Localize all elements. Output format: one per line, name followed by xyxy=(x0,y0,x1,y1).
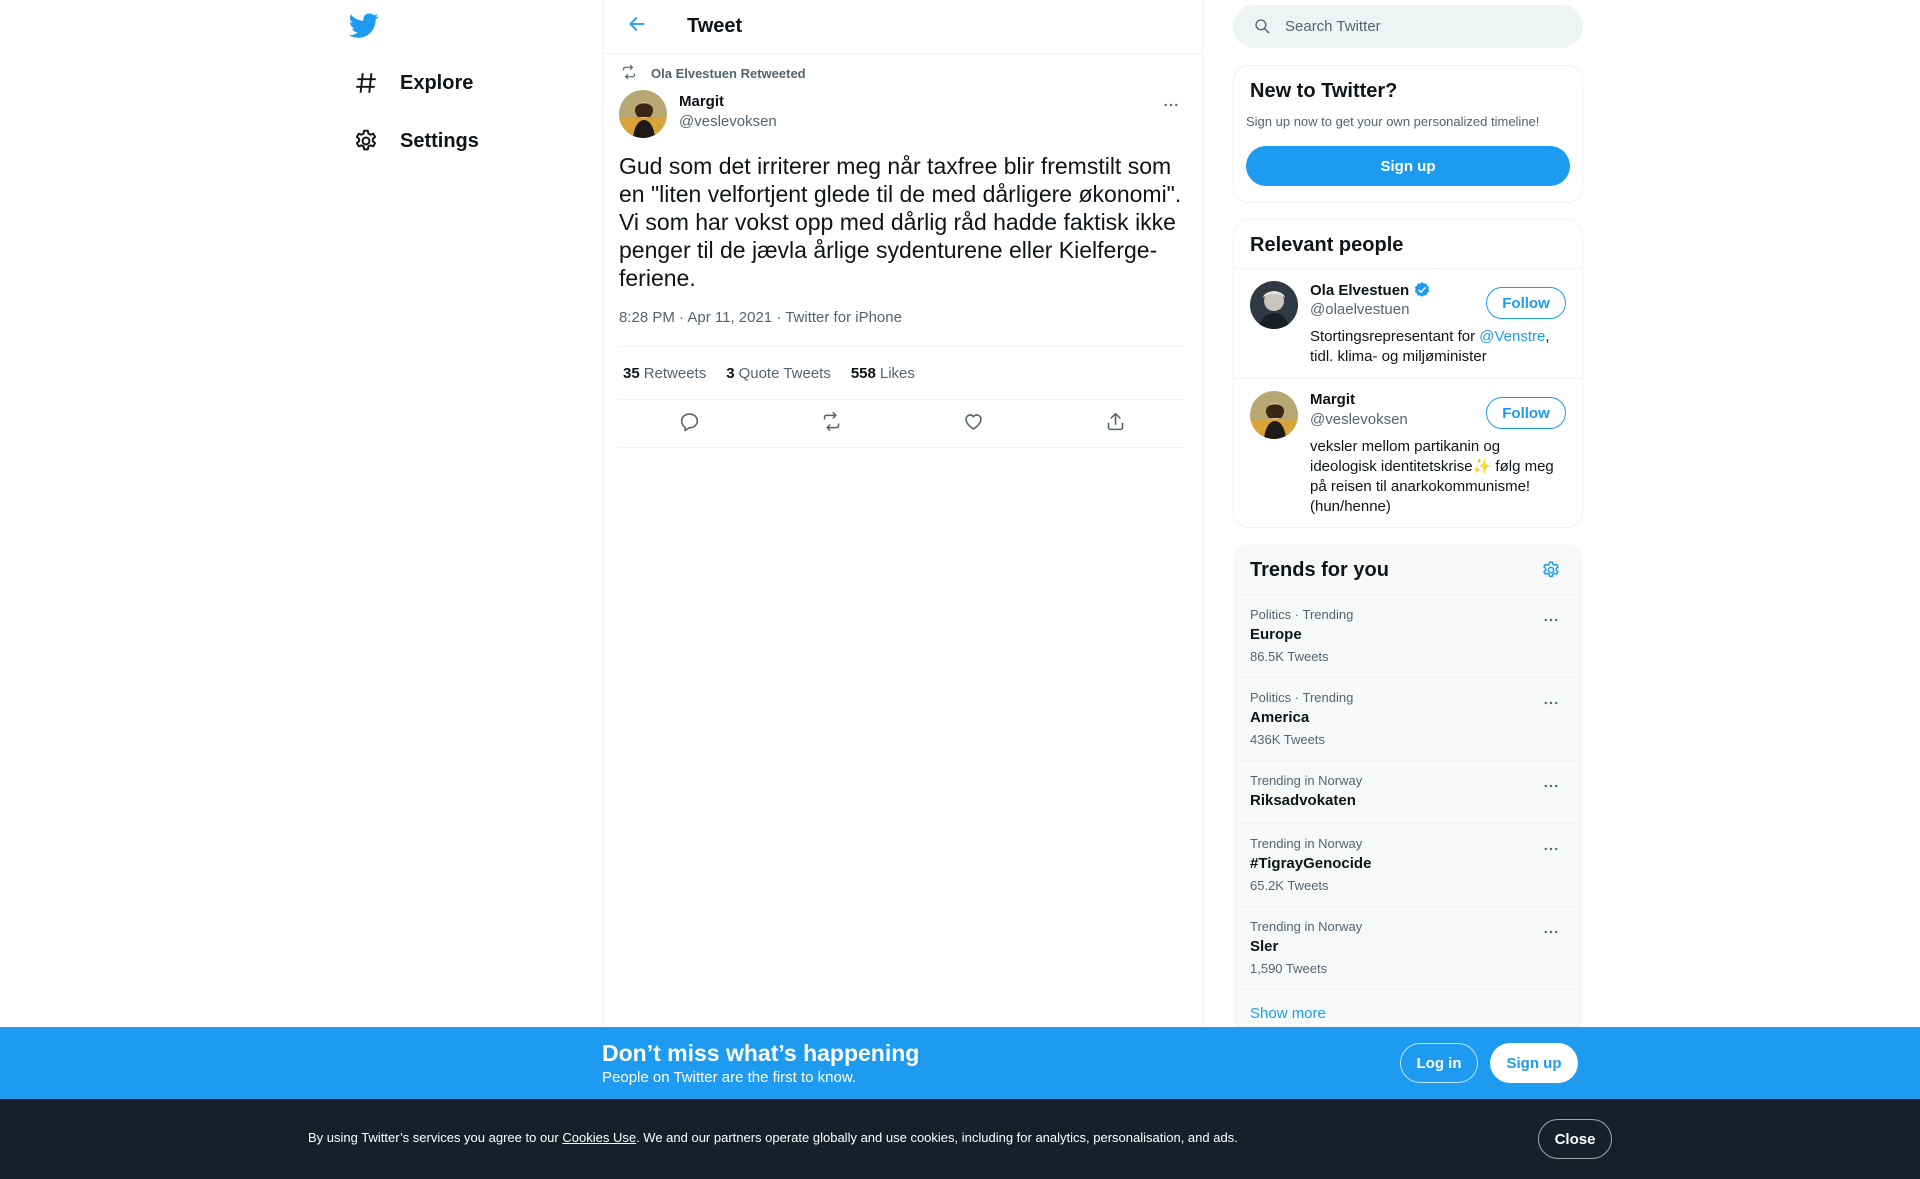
search-box[interactable] xyxy=(1233,5,1583,48)
social-context-label: Ola Elvestuen Retweeted xyxy=(651,65,806,81)
trend-item[interactable] xyxy=(1234,677,1582,760)
trend-name: Riksadvokaten xyxy=(1250,792,1356,809)
likes-count: 558 xyxy=(850,364,876,382)
quotes-label: Quote Tweets xyxy=(738,364,831,382)
nav-settings-label: Settings xyxy=(400,129,479,152)
show-more-link[interactable]: Show more xyxy=(1250,1005,1326,1022)
nav-settings[interactable] xyxy=(344,115,487,167)
gear-icon xyxy=(1541,560,1561,585)
trend-context: Trending in Norway xyxy=(1250,773,1363,788)
reply-icon xyxy=(679,411,700,437)
more-dots-icon[interactable] xyxy=(1536,917,1566,947)
person-handle: @olaelvestuen xyxy=(1310,301,1410,318)
relevant-people-title: Relevant people xyxy=(1250,234,1404,256)
retweet-button[interactable] xyxy=(813,405,851,443)
retweets-count: 35 xyxy=(623,364,640,382)
trend-context: Trending in Norway xyxy=(1250,836,1363,851)
nav-explore-label: Explore xyxy=(400,71,474,94)
gear-icon xyxy=(352,127,380,155)
bio-text: Stortingsrepresentant for xyxy=(1310,328,1480,345)
tweet-header xyxy=(603,0,1202,54)
signup-banner xyxy=(0,1027,1920,1099)
more-dots-icon xyxy=(1162,96,1180,119)
cookies-use-link[interactable]: Cookies Use xyxy=(562,1130,637,1145)
cookie-text xyxy=(308,1130,1238,1145)
banner-title: Don’t miss what’s happening xyxy=(602,1040,920,1066)
more-dots-icon[interactable] xyxy=(1536,688,1566,718)
twitter-bird-icon[interactable] xyxy=(349,10,389,42)
trend-count: 86.5K Tweets xyxy=(1250,649,1329,664)
signup-button[interactable]: Sign up xyxy=(1490,1043,1578,1083)
trends-settings-button[interactable] xyxy=(1536,557,1566,587)
more-dots-icon[interactable] xyxy=(1536,605,1566,635)
hashtag-icon xyxy=(352,69,380,97)
trend-context: Politics · Trending xyxy=(1250,607,1354,622)
share-button[interactable] xyxy=(1096,405,1134,443)
reply-button[interactable] xyxy=(671,405,709,443)
page-title: Tweet xyxy=(687,15,743,37)
search-input[interactable] xyxy=(1285,18,1545,35)
quotes-count: 3 xyxy=(726,364,735,382)
trend-count: 436K Tweets xyxy=(1250,732,1325,747)
retweets-label: Retweets xyxy=(643,364,707,382)
login-button[interactable]: Log in xyxy=(1400,1043,1478,1083)
person-ola-elvestuen[interactable] xyxy=(1234,269,1582,379)
retweet-icon xyxy=(621,64,639,82)
nav-explore[interactable] xyxy=(344,57,481,109)
author-handle[interactable]: @veslevoksen xyxy=(679,113,777,130)
new-to-twitter-card xyxy=(1233,65,1583,203)
trend-name: Sler xyxy=(1250,938,1279,955)
follow-button[interactable]: Follow xyxy=(1486,397,1566,429)
likes-label: Likes xyxy=(879,364,915,382)
cookie-close-button[interactable]: Close xyxy=(1538,1119,1612,1159)
arrow-left-icon xyxy=(627,14,647,39)
tweet-text: Gud som det irriterer meg når taxfree blir fremstilt som en "liten velfortjent glede til de med dårligere økonomi". Vi som har vokst opp med dårlig råd hadde faktisk ikke penger til de jævla årlige sydenturene eller Kielferge-feriene. xyxy=(619,153,1182,291)
follow-button[interactable]: Follow xyxy=(1486,287,1566,319)
retweets-stat[interactable] xyxy=(623,365,706,382)
trend-item[interactable] xyxy=(1234,760,1582,823)
bio-mention-link[interactable]: @Venstre xyxy=(1479,328,1546,345)
person-bio: veksler mellom partikanin og ideologisk identitetskrise✨ følg meg på reisen til anarkokommunisme! (hun/henne) xyxy=(1310,438,1554,515)
more-dots-icon[interactable] xyxy=(1536,771,1566,801)
share-icon xyxy=(1105,411,1126,437)
avatar[interactable] xyxy=(1250,281,1298,329)
new-to-twitter-subtitle: Sign up now to get your own personalized timeline! xyxy=(1246,114,1540,129)
bio-text: , tidl. klima- og miljøminister xyxy=(1310,328,1550,365)
trends-card xyxy=(1233,544,1583,1034)
banner-subtitle: People on Twitter are the first to know. xyxy=(602,1069,857,1086)
person-bio xyxy=(1310,327,1560,367)
trend-count: 1,590 Tweets xyxy=(1250,961,1328,976)
tweet-author xyxy=(619,90,1186,140)
more-dots-icon[interactable] xyxy=(1536,834,1566,864)
avatar[interactable] xyxy=(1250,391,1298,439)
person-name-text: Ola Elvestuen xyxy=(1310,281,1410,299)
sidebar-signup-button[interactable]: Sign up xyxy=(1246,146,1570,186)
trend-item[interactable] xyxy=(1234,594,1582,677)
trends-title: Trends for you xyxy=(1250,559,1389,581)
trend-item[interactable] xyxy=(1234,906,1582,989)
tweet-stats xyxy=(619,346,1186,400)
tweet-timestamp[interactable]: 8:28 PM · Apr 11, 2021 xyxy=(619,309,773,326)
trend-count: 65.2K Tweets xyxy=(1250,878,1329,893)
search-icon xyxy=(1253,17,1273,37)
meta-separator: · xyxy=(772,309,786,326)
person-name: Margit xyxy=(1310,391,1355,408)
trend-context: Politics · Trending xyxy=(1250,690,1354,705)
quote-tweets-stat[interactable] xyxy=(726,365,831,382)
person-name xyxy=(1310,281,1431,299)
likes-stat[interactable] xyxy=(851,365,915,382)
tweet-column xyxy=(602,0,1203,1179)
tweet-source[interactable]: Twitter for iPhone xyxy=(785,309,902,326)
more-button[interactable] xyxy=(1156,92,1186,122)
tweet-actions xyxy=(619,400,1186,448)
person-handle: @veslevoksen xyxy=(1310,411,1408,428)
retweet-icon xyxy=(821,411,842,437)
trend-name: #TigrayGenocide xyxy=(1250,855,1372,872)
social-context[interactable] xyxy=(619,64,806,82)
trend-name: Europe xyxy=(1250,626,1302,643)
cookie-text-before: By using Twitter’s services you agree to our xyxy=(308,1130,563,1145)
back-button[interactable] xyxy=(619,9,655,45)
person-margit[interactable] xyxy=(1234,379,1582,529)
trend-context: Trending in Norway xyxy=(1250,919,1363,934)
new-to-twitter-title: New to Twitter? xyxy=(1250,80,1398,102)
trend-item[interactable] xyxy=(1234,823,1582,906)
avatar[interactable] xyxy=(619,90,667,138)
cookie-bar xyxy=(0,1099,1920,1179)
author-name[interactable]: Margit xyxy=(679,93,724,110)
like-button[interactable] xyxy=(954,405,992,443)
relevant-people-card xyxy=(1233,219,1583,528)
trend-name: America xyxy=(1250,709,1310,726)
cookie-text-after: . We and our partners operate globally and use cookies, including for analytics, personalisation, and ads. xyxy=(636,1130,1238,1145)
tweet-meta xyxy=(619,309,902,326)
heart-icon xyxy=(963,411,984,437)
verified-badge-icon xyxy=(1413,281,1431,299)
